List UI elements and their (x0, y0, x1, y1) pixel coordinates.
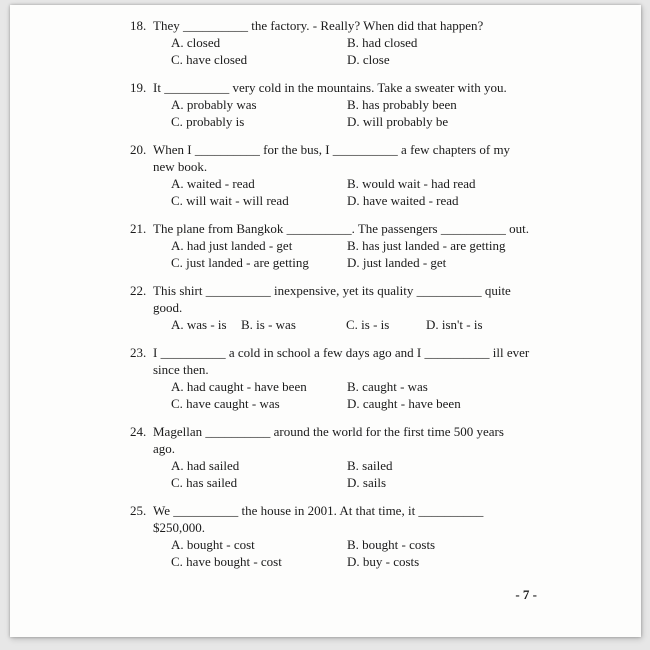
option-c: C. have caught - was (171, 396, 280, 411)
question-20 (130, 141, 537, 209)
option-c: C. just landed - are getting (171, 255, 309, 270)
option-c: C. will wait - will read (171, 193, 289, 208)
question-number: 23. (130, 345, 147, 360)
option-d: D. caught - have been (347, 396, 461, 411)
option-d: D. will probably be (347, 114, 449, 129)
option-a: A. was - is (171, 317, 227, 332)
option-a: A. waited - read (171, 176, 255, 191)
options-list (153, 175, 537, 209)
question-stem: We __________ the house in 2001. At that time, it __________ (153, 503, 484, 518)
option-b: B. had closed (347, 35, 418, 50)
option-d: D. close (347, 52, 390, 67)
option-b: B. would wait - had read (347, 176, 476, 191)
option-d: D. sails (347, 475, 386, 490)
question-stem: They __________ the factory. - Really? When did that happen? (153, 18, 484, 33)
question-stem: This shirt __________ inexpensive, yet its quality __________ quite (153, 283, 511, 298)
question-stem-continued: good. (153, 300, 183, 315)
option-a: A. bought - cost (171, 537, 255, 552)
option-d: D. isn't - is (426, 317, 483, 332)
option-c: C. probably is (171, 114, 245, 129)
question-21 (130, 220, 537, 271)
scanned-page (10, 5, 641, 637)
option-d: D. have waited - read (347, 193, 459, 208)
option-d: D. just landed - get (347, 255, 447, 270)
option-b: B. caught - was (347, 379, 428, 394)
option-c: C. have bought - cost (171, 554, 282, 569)
question-number: 25. (130, 503, 147, 518)
question-stem: The plane from Bangkok __________. The passengers __________ out. (153, 221, 529, 236)
test-content (130, 17, 537, 603)
question-25 (130, 502, 537, 570)
option-b: B. bought - costs (347, 537, 436, 552)
question-number: 20. (130, 142, 147, 157)
question-stem: I __________ a cold in school a few days ago and I __________ ill ever (153, 345, 530, 360)
question-stem: It __________ very cold in the mountains. Take a sweater with you. (153, 80, 507, 95)
options-list (153, 378, 537, 412)
option-b: B. is - was (241, 317, 296, 332)
question-stem-continued: new book. (153, 159, 208, 174)
question-19 (130, 79, 537, 130)
options-list (153, 96, 537, 130)
question-stem-continued: since then. (153, 362, 209, 377)
question-18 (130, 17, 537, 68)
option-c: C. is - is (346, 317, 390, 332)
question-number: 22. (130, 283, 147, 298)
option-a: A. had caught - have been (171, 379, 307, 394)
option-a: A. probably was (171, 97, 257, 112)
options-list (153, 34, 537, 68)
option-a: A. had just landed - get (171, 238, 293, 253)
question-stem: When I __________ for the bus, I __________ a few chapters of my (153, 142, 511, 157)
option-b: B. has just landed - are getting (347, 238, 506, 253)
option-b: B. sailed (347, 458, 393, 473)
question-23 (130, 344, 537, 412)
page-number: - 7 - (515, 587, 537, 602)
question-number: 24. (130, 424, 147, 439)
question-stem: Magellan __________ around the world for the first time 500 years (153, 424, 504, 439)
question-number: 18. (130, 18, 147, 33)
option-a: A. had sailed (171, 458, 240, 473)
options-list (153, 457, 537, 491)
option-c: C. have closed (171, 52, 248, 67)
options-list (153, 237, 537, 271)
question-stem-continued: ago. (153, 441, 176, 456)
question-number: 21. (130, 221, 147, 236)
question-22 (130, 282, 537, 333)
question-stem-continued: $250,000. (153, 520, 205, 535)
option-b: B. has probably been (347, 97, 457, 112)
options-list (153, 536, 537, 570)
option-c: C. has sailed (171, 475, 238, 490)
options-list (153, 316, 537, 333)
question-24 (130, 423, 537, 491)
question-number: 19. (130, 80, 147, 95)
option-a: A. closed (171, 35, 221, 50)
option-d: D. buy - costs (347, 554, 420, 569)
